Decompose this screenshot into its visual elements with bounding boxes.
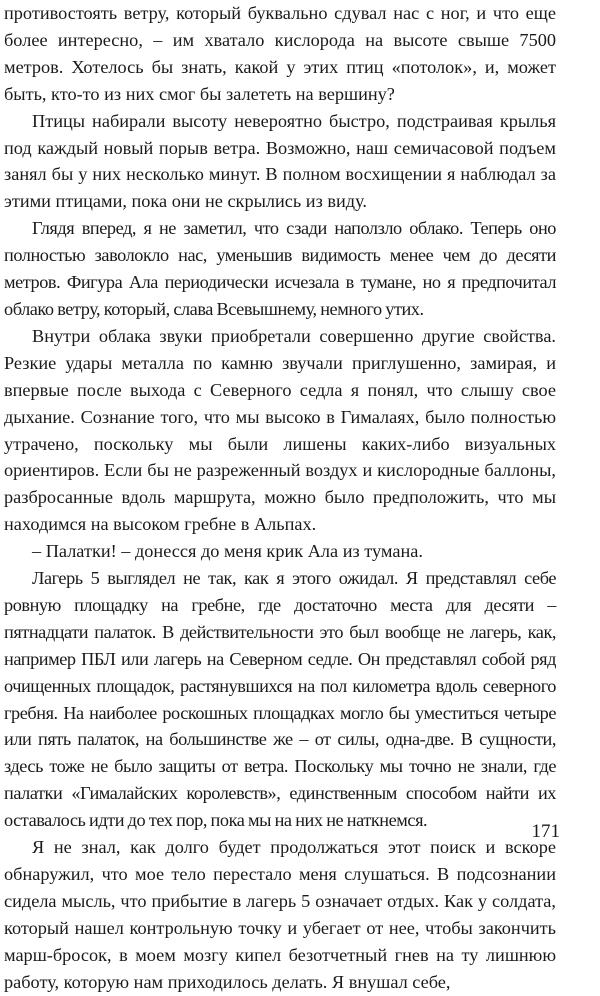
page-number: 171 [531,821,560,842]
paragraph-1: противостоять ветру, который буквально сдувал нас с ног, и что еще более интересно, – им хватало кислорода на высоте свыше 7500 метров. Хотелось бы знать, какой у этих птиц «потолок», и, может быть, кто-то из них смог бы залететь на вершину? [4,3,556,104]
paragraph-7: Я не знал, как долго будет продолжаться этот поиск и вскоре обнаружил, что мое тело перестало меня слушаться. В подсознании сидела мысль, что прибытие в лагерь 5 означает отдых. Как у солдата, который нашел контрольную точку и убегает от нее, чтобы закончить марш-бросок, в моем мозгу кипел безотчетный гнев на ту лишнюю работу, которую нам приходилось делать. Я внушал себе, [4,837,556,992]
paragraph-3: Глядя вперед, я не заметил, что сзади наползло облако. Теперь оно полностью заволокло нас, уменьшив видимость менее чем до десяти метров. Фигура Ала периодически исчезала в тумане, но я предпочитал облако ветру, который, слава Всевышнему, немного утих. [4,218,556,319]
paragraph-6: Лагерь 5 выглядел не так, как я этого ожидал. Я представлял себе ровную площадку на гребне, где достаточно места для десяти – пятнадцати палаток. В действительности это был вообще не лагерь, как, например ПБЛ или лагерь на Северном седле. Он представлял собой ряд очищенных площадок, растянувшихся на пол километра вдоль северного гребня. На наиболее роскошных площадках могло бы уместиться четыре или пять палаток, на большинстве же – от силы, одна-две. В сущности, здесь тоже не было защиты от ветра. Поскольку мы точно не знали, где палатки «Гималайских королевств», единственным способом найти их оставалось идти до тех пор, пока мы на них не наткнемся. [4,568,556,831]
page-text [4,0,556,996]
paragraph-2: Птицы набирали высоту невероятно быстро, подстраивая крылья под каждый новый порыв ветра. Возможно, наш семичасовой подъем занял бы у них несколько минут. В полном восхищении я наблюдал за этими птицами, пока они не скрылись из виду. [4,110,556,212]
paragraph-5: – Палатки! – донесся до меня крик Ала из тумана. [32,541,423,562]
paragraph-4: Внутри облака звуки приобретали совершенно другие свойства. Резкие удары металла по камню звучали приглушенно, замирая, и впервые после выхода с Северного седла я понял, что слышу свое дыхание. Сознание того, что мы высоко в Гималаях, было полностью утрачено, поскольку мы были лишены каких-либо визуальных ориентиров. Если бы не разреженный воздух и кислородные баллоны, разбросанные вдоль маршрута, можно было предположить, что мы находимся на высоком гребне в Альпах. [4,325,556,535]
